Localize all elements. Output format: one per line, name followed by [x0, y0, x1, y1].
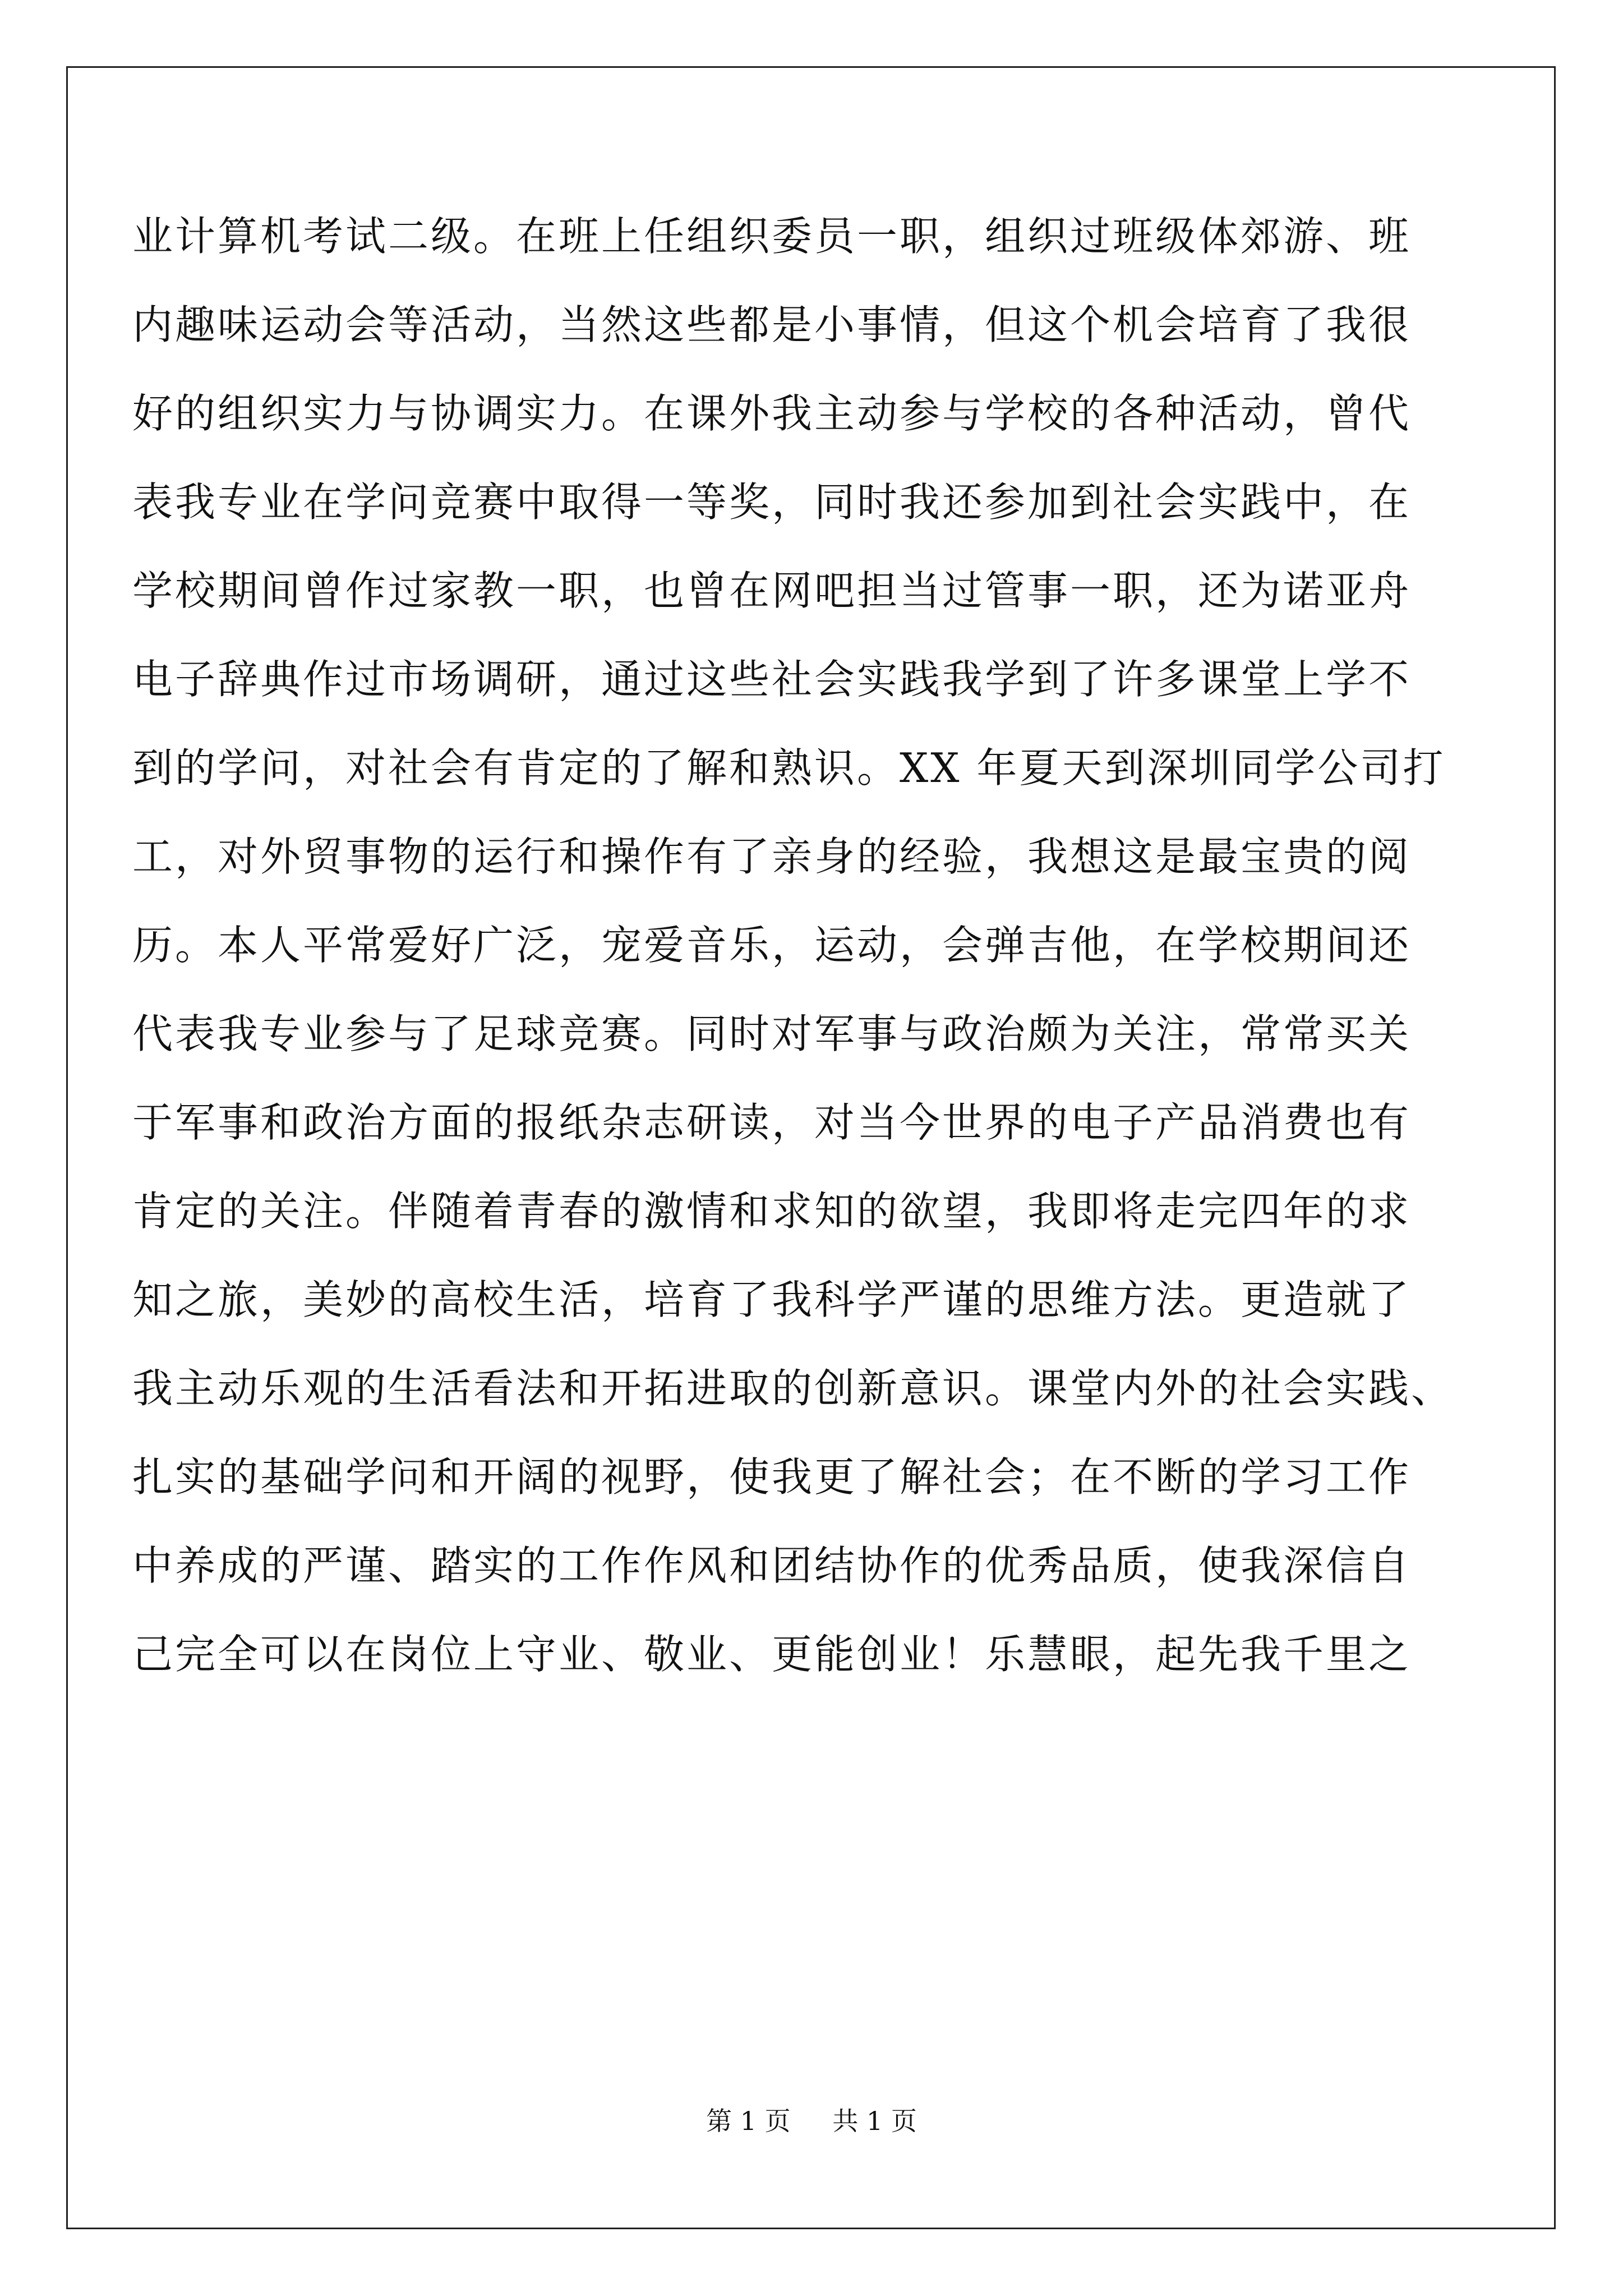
- page-number: 第 1 页: [706, 2106, 791, 2136]
- text-line: 我主动乐观的生活看法和开拓进取的创新意识。课堂内外的社会实践、: [132, 1365, 1454, 1412]
- page-total: 共 1 页: [832, 2106, 917, 2136]
- text-line: 肯定的关注。伴随着青春的激情和求知的欲望，我即将走完四年的求: [132, 1188, 1412, 1235]
- text-line: 己完全可以在岗位上守业、敬业、更能创业！乐慧眼，起先我千里之: [132, 1631, 1412, 1678]
- text-line: 内趣味运动会等活动，当然这些都是小事情，但这个机会培育了我很: [132, 301, 1412, 348]
- text-line: 知之旅，美妙的高校生活，培育了我科学严谨的思维方法。更造就了: [132, 1276, 1412, 1323]
- text-line: 表我专业在学问竞赛中取得一等奖，同时我还参加到社会实践中，在: [132, 478, 1412, 526]
- page-footer: [0, 2101, 1623, 2138]
- text-line: 学校期间曾作过家教一职，也曾在网吧担当过管事一职，还为诺亚舟: [132, 567, 1412, 614]
- text-line: 电子辞典作过市场调研，通过这些社会实践我学到了许多课堂上学不: [132, 656, 1412, 703]
- text-line: 工，对外贸事物的运行和操作有了亲身的经验，我想这是最宝贵的阅: [132, 833, 1412, 880]
- body-text: [132, 192, 1492, 1699]
- text-line: 中养成的严谨、踏实的工作作风和团结协作的优秀品质，使我深信自: [132, 1542, 1412, 1589]
- text-line: 到的学问，对社会有肯定的了解和熟识。XX 年夏天到深圳同学公司打: [132, 744, 1446, 792]
- text-line: 扎实的基础学问和开阔的视野，使我更了解社会；在不断的学习工作: [132, 1453, 1412, 1501]
- text-line: 历。本人平常爱好广泛，宠爱音乐，运动，会弹吉他，在学校期间还: [132, 922, 1412, 969]
- text-line: 好的组织实力与协调实力。在课外我主动参与学校的各种活动，曾代: [132, 390, 1412, 437]
- text-line: 代表我专业参与了足球竞赛。同时对军事与政治颇为关注，常常买关: [132, 1010, 1412, 1057]
- text-line: 业计算机考试二级。在班上任组织委员一职，组织过班级体郊游、班: [132, 213, 1412, 260]
- text-line: 于军事和政治方面的报纸杂志研读，对当今世界的电子产品消费也有: [132, 1099, 1412, 1146]
